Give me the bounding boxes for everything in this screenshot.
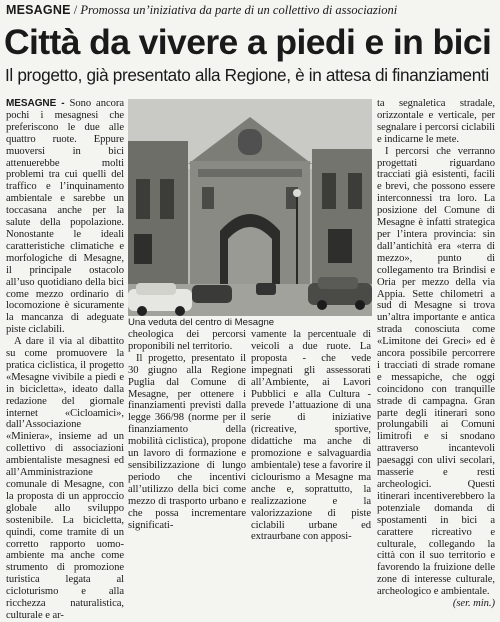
article-column-2 — [128, 329, 246, 531]
kicker-separator: / — [73, 3, 78, 17]
article-signature: (ser. min.) — [452, 598, 495, 610]
article-lead: MESAGNE - — [6, 98, 65, 109]
subhead: Il progetto, già presentato alla Regione, è in attesa di finanziamenti — [5, 65, 489, 85]
col2-paragraph-1: cheologica dei percorsi proponibili nel territorio. — [128, 329, 246, 352]
col3-paragraph-1: vamente la percentuale di veicoli a due ruote. La proposta - che vede impegnati gli assessorati all’Ambiente, ai Lavori Pubblici e alla Cultura - prevede l’attuazione di una serie di iniziative (ricreative, sportive, didattiche ma anche di promozione e salvaguardia ambientale) tese a favorire il ciclourismo a Mesagne ma anche e, soprattutto, la realizzazione e la valorizzazione di piste ciclabili urbane ed extraurbane con apposi- — [251, 329, 371, 543]
article-column-3 — [251, 329, 371, 543]
col4-paragraph-2: I percorsi che verranno progettati riguardano tracciati già esistenti, facili e brevi, che possono essere interconnessi tra loro. La posizione del Comune di Mesagne è infatti strategica per l’intera provincia: sin dall’antichità era «terra di mezzo», punto di collegamento tra Brindisi e Oria per mezzo della via Appia. Sette chilometri a sud di Mesagne si trova un’altra importante e antica strada conosciuta come «Limitone dei Greci» ed è ancora possibile percorrere i tracciati di strade romane e messapiche, che oggi coincidono con tranquille strade di campagna. Gran parte degli itinerari sono prolungabili ai Comuni limitrofi e si snodano attraverso incantevoli paesaggi con ulivi secolari, masserie e resti archeologici. Questi itinerari incentiverebbero la potenziale domanda di spostamenti in bici a carattere ricreativo e culturale, collegando la città con il suo territorio e favorendo la fruizione delle zone di interesse culturale, archeologico e ambientale. — [377, 145, 495, 598]
headline: Città da vivere a piedi e in bici — [4, 22, 492, 62]
kicker-line — [6, 2, 494, 18]
article-column-1 — [6, 98, 124, 621]
col4-paragraph-1: ta segnaletica stradale, orizzontale e verticale, per segnalare i percorsi ciclabili e indicarne le mete. — [377, 98, 495, 145]
city-center-photo — [128, 99, 372, 316]
photo-caption: Una veduta del centro di Mesagne — [128, 317, 275, 328]
col1-paragraph-2: A dare il via al dibattito su come promuovere la pratica ciclistica, il progetto «Mesagne vivibile a piedi e in bicicletta», ideato dalla redazione del giornale internet «Cicloamici», dall’Associazione «Miniera», insieme ad un collettivo di associazioni ambientaliste mesagnesi ed all’Amministrazione comunale di Mesagne, con la proposta di un approccio globale allo sviluppo sostenibile. La bicicletta, quindi, come tramite di un corretto rapporto uomo-ambiente ma anche come strumento di promozione turistica legata al cicloturismo e alla ricchezza naturalistica, culturale e ar- — [6, 336, 124, 621]
col1-paragraph-1: Sono ancora pochi i mesagnesi che preferiscono le due alle quattro ruote. Eppure muoversi in bici attenuerebbe molti problemi tra cui quelli del traffico e l’inquinamento ambientale e sarebbe un toccasana anche per la salute della popolazione. Nonostante le ideali caratteristiche climatiche e morfologiche di Mesagne, il principale ostacolo all’uso quotidiano della bici come mezzo ordinario di locomozione è sicuramente la mancanza di adeguate piste ciclabili. — [6, 98, 124, 336]
city-center-image — [128, 99, 372, 316]
col2-paragraph-2: Il progetto, presentato il 30 giugno alla Regione Puglia dal Comune di Mesagne, per ottenere i finanziamenti previsti dalla legge 366/98 (norme per il finanziamento della mobilità ciclistica), propone un lavoro di formazione e sensibilizzazione di lungo periodo che incentivi all’utilizzo della bici come mezzo di trasporto urbano e che possa incrementare significati- — [128, 352, 246, 531]
kicker-text: Promossa un’iniziativa da parte di un collettivo di associazioni — [80, 3, 398, 17]
kicker-place: MESAGNE — [6, 3, 71, 17]
article-column-4 — [377, 98, 495, 610]
